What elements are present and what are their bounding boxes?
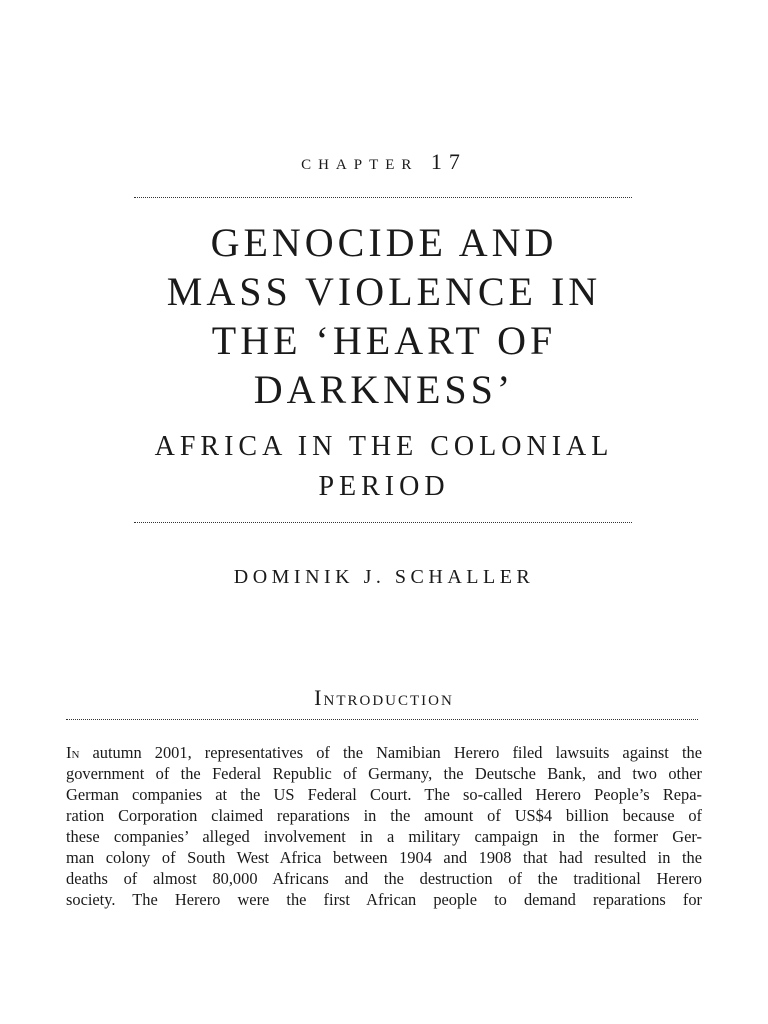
- chapter-title-line-4: DARKNESS’: [253, 367, 515, 412]
- body-line: society. The Herero were the first African people to demand reparations for: [66, 890, 702, 909]
- body-line: ration Corporation claimed reparations in the amount of US$4 billion because of: [66, 806, 702, 825]
- body-line: German companies at the US Federal Court. The so-called Herero People’s Repa-: [66, 785, 702, 804]
- chapter-title: [84, 218, 684, 414]
- section-heading: Introduction: [314, 685, 454, 710]
- body-line: deaths of almost 80,000 Africans and the destruction of the traditional Herero: [66, 869, 702, 888]
- chapter-number: chapter 17: [301, 149, 467, 174]
- body-line: these companies’ alleged involvement in a military campaign in the former Ger-: [66, 827, 702, 846]
- chapter-title-line-1: GENOCIDE AND: [210, 220, 558, 265]
- dotted-rule-middle: [134, 522, 632, 523]
- chapter-subtitle: [84, 427, 684, 507]
- dotted-rule-section: [66, 719, 698, 720]
- chapter-title-line-3: THE ‘HEART OF: [211, 318, 557, 363]
- author-name: DOMINIK J. SCHALLER: [233, 566, 535, 588]
- body-line-1-text: autumn 2001, representatives of the Namibian Herero filed lawsuits against the: [79, 743, 702, 762]
- chapter-title-line-2: MASS VIOLENCE IN: [166, 269, 602, 314]
- body-line: man colony of South West Africa between 1904 and 1908 that had resulted in the: [66, 848, 702, 867]
- body-paragraph: [66, 742, 702, 910]
- body-lead-word: In: [66, 743, 80, 762]
- chapter-subtitle-line-1: AFRICA IN THE COLONIAL: [154, 431, 614, 462]
- body-line: [66, 742, 702, 763]
- body-line: government of the Federal Republic of Germany, the Deutsche Bank, and two other: [66, 764, 702, 783]
- chapter-subtitle-line-2: PERIOD: [318, 471, 450, 502]
- dotted-rule-top: [134, 197, 632, 198]
